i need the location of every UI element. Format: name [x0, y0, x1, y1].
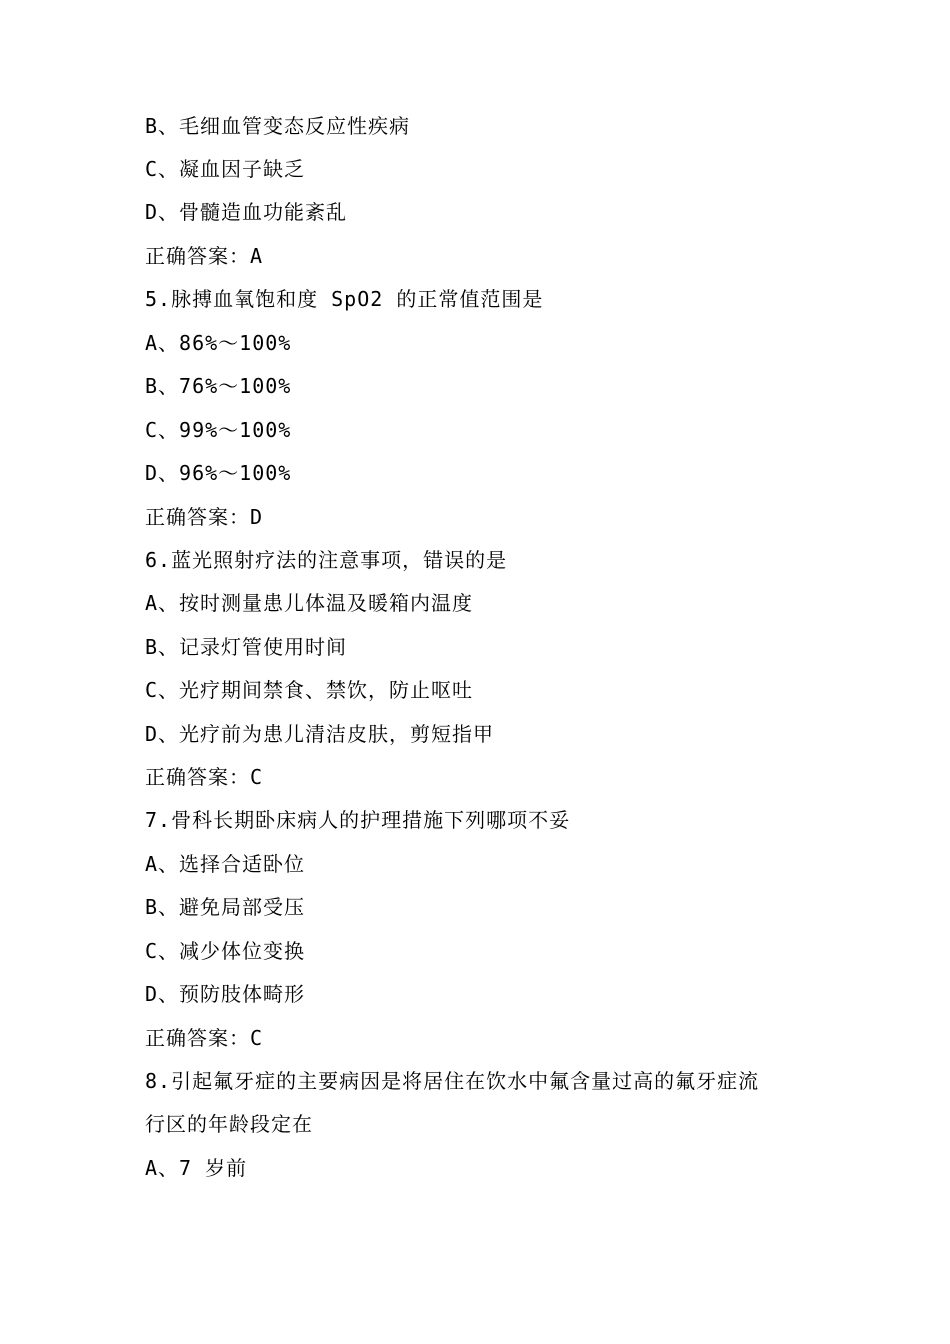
question-5: 5.脉搏血氧饱和度 SpO2 的正常值范围是 [145, 287, 544, 311]
option-c-q5: C、99%～100% [145, 418, 292, 442]
option-a-q8: A、7 岁前 [145, 1156, 248, 1180]
question-8-line-1: 8.引起氟牙症的主要病因是将居住在饮水中氟含量过高的氟牙症流 [145, 1069, 760, 1093]
answer-q7: 正确答案：C [145, 1026, 264, 1050]
option-c-q7: C、减少体位变换 [145, 939, 306, 963]
option-d-q7: D、预防肢体畸形 [145, 982, 306, 1006]
option-b-q6: B、记录灯管使用时间 [145, 635, 348, 659]
answer-q6: 正确答案：C [145, 765, 264, 789]
option-d-q4: D、骨髓造血功能紊乱 [145, 200, 348, 224]
option-a-q6: A、按时测量患儿体温及暖箱内温度 [145, 591, 474, 615]
question-6: 6.蓝光照射疗法的注意事项，错误的是 [145, 548, 508, 572]
answer-q4: 正确答案：A [145, 244, 264, 268]
option-a-q5: A、86%～100% [145, 331, 292, 355]
option-c-q4: C、凝血因子缺乏 [145, 157, 306, 181]
answer-q5: 正确答案：D [145, 505, 264, 529]
option-b-q5: B、76%～100% [145, 374, 292, 398]
option-b-q4: B、毛细血管变态反应性疾病 [145, 114, 411, 138]
option-b-q7: B、避免局部受压 [145, 895, 306, 919]
option-c-q6: C、光疗期间禁食、禁饮，防止呕吐 [145, 678, 474, 702]
option-a-q7: A、选择合适卧位 [145, 852, 306, 876]
question-8-line-2: 行区的年龄段定在 [145, 1112, 313, 1136]
question-7: 7.骨科长期卧床病人的护理措施下列哪项不妥 [145, 808, 571, 832]
option-d-q5: D、96%～100% [145, 461, 292, 485]
option-d-q6: D、光疗前为患儿清洁皮肤，剪短指甲 [145, 722, 495, 746]
